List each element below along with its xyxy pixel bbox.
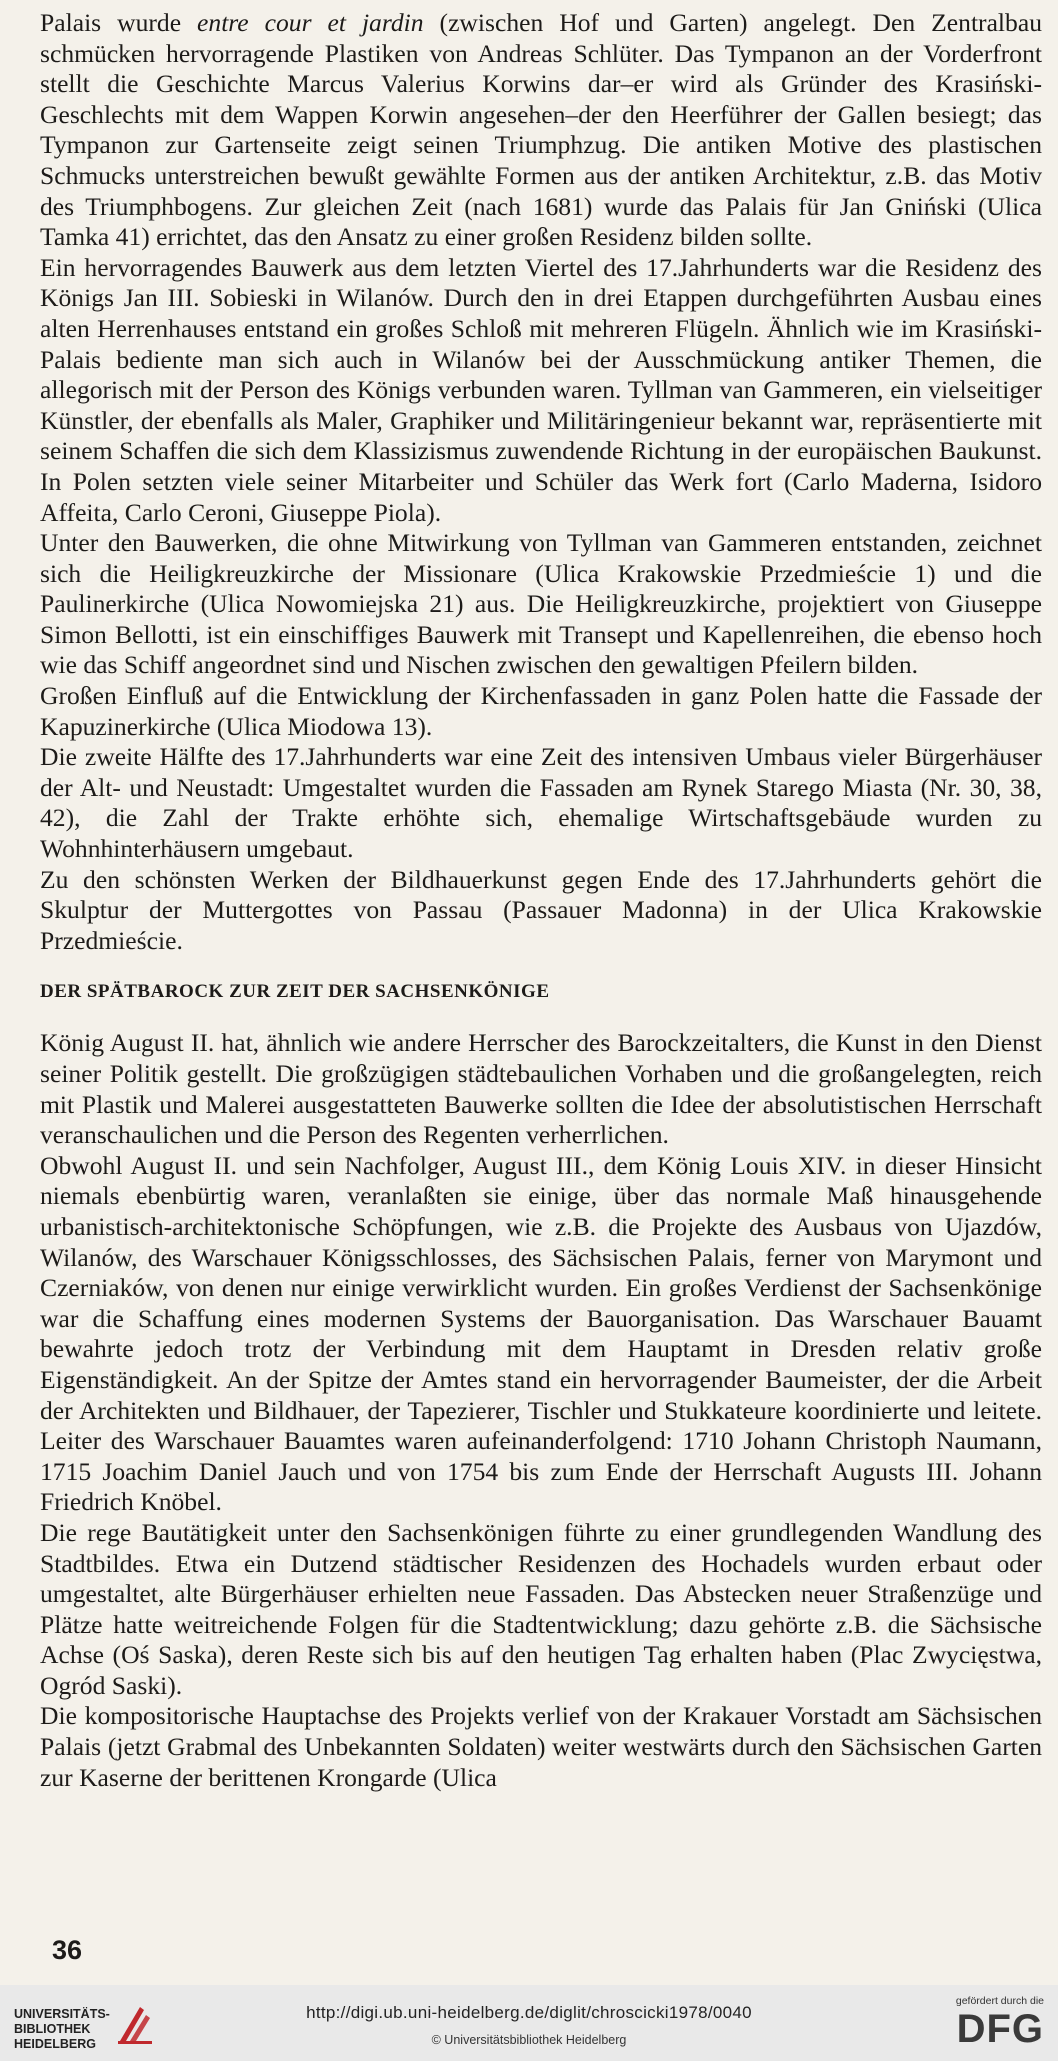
funder-badge[interactable] bbox=[934, 1995, 1044, 2049]
paragraph: Großen Einfluß auf die Entwicklung der Kirchenfassaden in ganz Polen hatte die Fassade der Kapuzinerkirche (Ulica Miodowa 13). bbox=[40, 681, 1042, 741]
paragraph: Unter den Bauwerken, die ohne Mitwirkung von Tyllman van Gammeren entstanden, zeichnet sich die Heiligkreuzkirche der Missionare (Ulica Krakowskie Przedmieście 1) und die Paulinerkirche (Ulica Nowomiejska 21) aus. Die Heiligkreuzkirche, projektiert von Giuseppe Simon Bellotti, ist ein einschiffiges Bauwerk mit Transept und Kapellenreihen, die ebenso hoch wie das Schiff angeordnet sind und Nischen zwischen den gewaltigen Pfeilern bilden. bbox=[40, 528, 1042, 680]
paragraph: Zu den schönsten Werken der Bildhauerkunst gegen Ende des 17.Jahrhunderts gehört die Skulptur der Muttergottes von Passau (Passauer Madonna) in der Ulica Krakowskie Przedmieście. bbox=[40, 864, 1042, 955]
paragraph: Die kompositorische Hauptachse des Projekts verlief von der Krakauer Vorstadt am Sächsischen Palais (jetzt Grabmal des Unbekannten Soldaten) weiter westwärts durch den Sächsischen Garten zur Kaserne der berittenen Krongarde (Ulica bbox=[40, 1701, 1042, 1792]
page-number: 36 bbox=[52, 1935, 83, 1965]
body-text bbox=[40, 8, 1042, 1793]
paragraph: Ein hervorragendes Bauwerk aus dem letzten Viertel des 17.Jahrhunderts war die Residenz des Königs Jan III. Sobieski in Wilanów. Durch den in drei Etappen durchgeführten Ausbau eines alten Herrenhauses entstand ein großes Schloß mit mehreren Flügeln. Ähnlich wie im Krasiński-Palais bediente man sich auch in Wilanów bei der Ausschmückung antiker Themen, die allegorisch mit der Person des Königs verbunden waren. Tyllman van Gammeren, ein vielseitiger Künstler, der ebenfalls als Maler, Graphiker und Militäringenieur bekannt war, repräsentierte mit seinem Schaffen die sich dem Klassizismus zuwendende Richtung in der europäischen Baukunst. In Polen setzten viele seiner Mitarbeiter und Schüler das Werk fort (Carlo Maderna, Isidoro Affeita, Carlo Ceroni, Giuseppe Piola). bbox=[40, 252, 1042, 527]
library-name: UNIVERSITÄTS- BIBLIOTHEK HEIDELBERG bbox=[14, 2007, 110, 2051]
funding-note: gefördert durch die bbox=[955, 1995, 1044, 2007]
copyright-notice: © Universitätsbibliothek Heidelberg bbox=[431, 2033, 627, 2047]
dfg-logo: DFG bbox=[956, 2007, 1044, 2051]
paragraph: Palais wurde entre cour et jardin (zwischen Hof und Garten) angelegt. Den Zentralbau schmücken hervorragende Plastiken von Andreas Schlüter. Das Tympanon an der Vorderfront stellt die Geschichte Marcus Valerius Korwins dar–er wird als Gründer des Krasiński-Geschlechts mit dem Wappen Korwin angesehen–der den Heerführer der Gallen besiegt; das Tympanon zur Gartenseite zeigt seinen Triumphzug. Die antiken Motive des plastischen Schmucks unterstreichen bewußt gewählte Formen aus der antiken Architektur, z.B. das Motiv des Triumphbogens. Zur gleichen Zeit (nach 1681) wurde das Palais für Jan Gniński (Ulica Tamka 41) errichtet, das den Ansatz zu einer großen Residenz bilden sollte. bbox=[40, 8, 1042, 252]
viewer-footer bbox=[0, 1985, 1058, 2061]
paragraph: Die rege Bautätigkeit unter den Sachsenkönigen führte zu einer grundlegenden Wandlung des Stadtbildes. Etwa ein Dutzend städtischer Residenzen des Hochadels wurden erbaut oder umgestaltet, alte Bürgerhäuser erhielten neue Fassaden. Das Abstecken neuer Straßenzüge und Plätze hatte weitreichende Folgen für die Stadtentwicklung; dazu gehörte z.B. die Sächsische Achse (Oś Saska), deren Reste sich bis auf den heutigen Tag erhalten haben (Plac Zwycięstwa, Ogród Saski). bbox=[40, 1517, 1042, 1700]
paragraph: Die zweite Hälfte des 17.Jahrhunderts war eine Zeit des intensiven Umbaus vieler Bürgerhäuser der Alt- und Neustadt: Umgestaltet wurden die Fassaden am Rynek Starego Miasta (Nr. 30, 38, 42), die Zahl der Trakte erhöhte sich, ehemalige Wirtschaftsgebäude wurden zu Wohnhinterhäusern umgebaut. bbox=[40, 742, 1042, 864]
paragraph: König August II. hat, ähnlich wie andere Herrscher des Barockzeitalters, die Kunst in den Dienst seiner Politik gestellt. Die großzügigen städtebaulichen Vorhaben und die großangelegten, reich mit Plastik und Malerei ausgestatteten Bauwerke sollten die Idee der absolutistischen Herrschaft veranschaulichen und die Person des Regenten verherrlichen. bbox=[40, 1028, 1042, 1150]
section-heading: DER SPÄTBAROCK ZUR ZEIT DER SACHSENKÖNIGE bbox=[40, 981, 550, 1003]
permalink[interactable]: http://digi.ub.uni-heidelberg.de/diglit/chroscicki1978/0040 bbox=[306, 2003, 752, 2022]
paragraph: Obwohl August II. und sein Nachfolger, August III., dem König Louis XIV. in dieser Hinsicht niemals ebenbürtig waren, veranlaßten sie einige, über das normale Maß hinausgehende urbanistisch-architektonische Schöpfungen, wie z.B. die Projekte des Ausbaus von Ujazdów, Wilanów, des Warschauer Königsschlosses, des Sächsischen Palais, ferner von Marymont und Czerniaków, von denen nur einige verwirklicht wurden. Ein großes Verdienst der Sachsenkönige war die Schaffung eines modernen Systems der Bauorganisation. Das Warschauer Bauamt bewahrte jedoch trotz der Verbindung mit dem Hauptamt in Dresden relativ große Eigenständigkeit. An der Spitze der Amtes stand ein hervorragender Baumeister, der die Arbeit der Architekten und Bildhauer, der Tapezierer, Tischler und Stukkateure koordinierte und leitete. Leiter des Warschauer Bauamtes waren aufeinanderfolgend: 1710 Johann Christoph Naumann, 1715 Joachim Daniel Jauch und von 1754 bis zum Ende der Herrschaft Augusts III. Johann Friedrich Knöbel. bbox=[40, 1150, 1042, 1517]
